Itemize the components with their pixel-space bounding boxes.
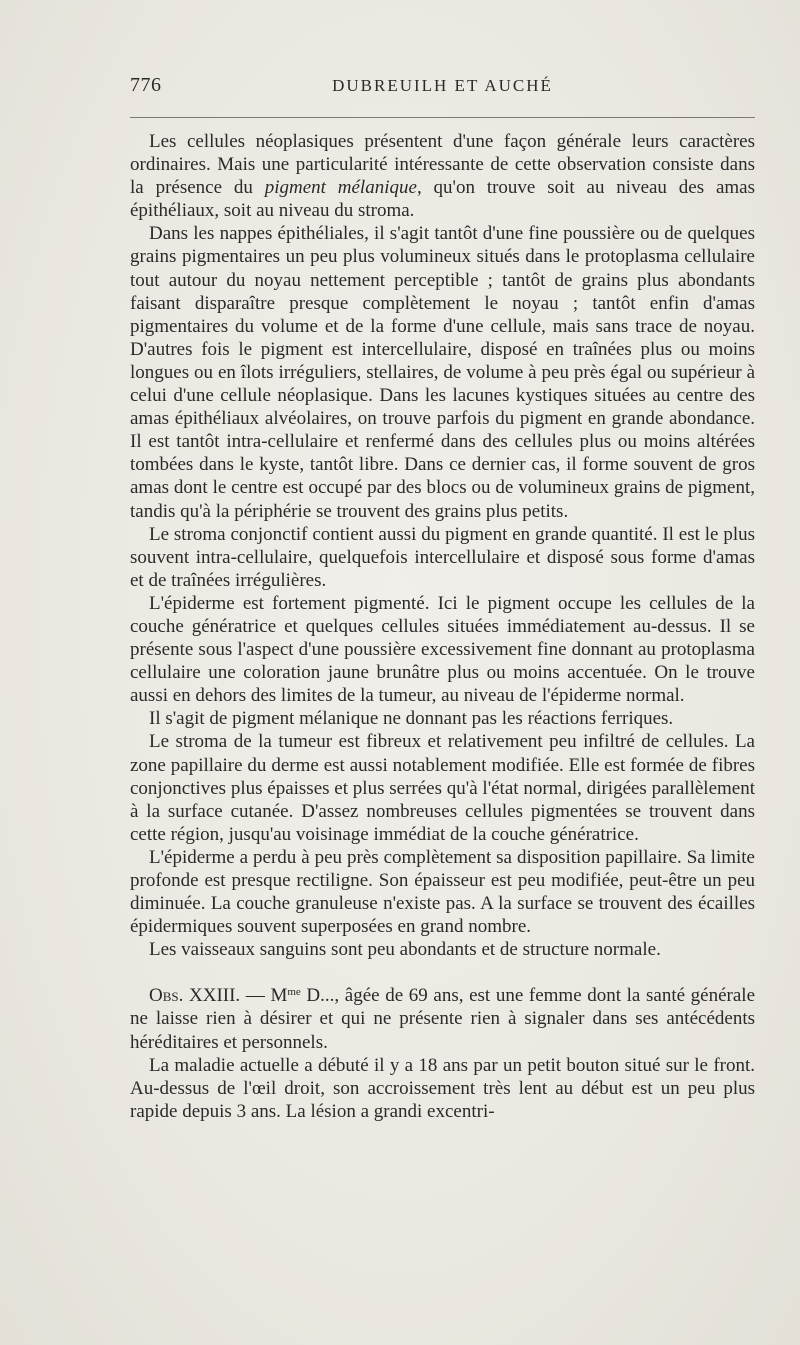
paragraph: Dans les nappes épithéliales, il s'agit tantôt d'une fine poussière ou de quelques grains pigmentaires un peu plus volumineux situés dans le protoplasma cellulaire tout autour du noyau nettement perceptible ; tantôt de grains plus abondants faisant disparaître presque complètement le noyau ; tantôt enfin d'amas pigmentaires du volume et de la forme d'une cellule, mais sans trace de noyau. D'autres fois le pigment est intercellulaire, disposé en traînées plus ou moins longues ou en îlots irréguliers, stellaires, de volume à peu près égal ou supérieur à celui d'une cellule néoplasique. Dans les lacunes kystiques situées au centre des amas épithéliaux alvéolaires, on trouve parfois du pigment en grande abondance. Il est tantôt intra-cellulaire et renfermé dans des cellules plus ou moins altérées tombées dans le kyste, tantôt libre. Dans ce dernier cas, il forme souvent de gros amas dont le centre est occupé par des blocs ou de volumineux grains de pigment, tandis qu'à la périphérie se trouvent des grains plus petits. bbox=[130, 223, 755, 522]
paragraph: L'épiderme est fortement pigmenté. Ici le pigment occupe les cellules de la couche génératrice et quelques cellules situées immédiatement au-dessus. Il se présente sous l'aspect d'une poussière excessivement fine donnant au protoplasma cellulaire une coloration jaune brunâtre plus ou moins accentuée. On le trouve aussi en dehors des limites de la tumeur, au niveau de l'épiderme normal. bbox=[130, 592, 755, 707]
observation-paragraph: Obs. XXIII. — $M^{me}$ D..., âgée de 69 ans, est une femme dont la santé générale ne laisse rien à désirer et qui ne présente rien à signaler dans ses antécédents héréditaires et personnels. bbox=[130, 985, 755, 1053]
header-rule bbox=[130, 117, 755, 118]
paragraph: Les vaisseaux sanguins sont peu abondants et de structure normale. bbox=[149, 939, 661, 961]
paragraph: La maladie actuelle a débuté il y a 18 ans par un petit bouton situé sur le front. Au-dessus de l'œil droit, son accroissement très lent au début est un peu plus rapide depuis 3 ans. La lésion a grandi excentri- bbox=[130, 1054, 755, 1122]
paragraph: Le stroma de la tumeur est fibreux et relativement peu infiltré de cellules. La zone papillaire du derme est aussi notablement modifiée. Elle est formée de fibres conjonctives plus épaisses et plus serrées qu'à l'état normal, dirigées parallèlement à la surface cutanée. D'assez nombreuses cellules pigmentées se trouvent dans cette région, jusqu'au voisinage immédiat de la couche génératrice. bbox=[130, 731, 755, 845]
observation-label: Obs. XXIII. bbox=[149, 985, 241, 1007]
paragraph: Les cellules néoplasiques présentent d'une façon générale leurs caractères ordinaires. Mais une particularité intéressante de cette observation consiste dans la présence du pigment mélanique, qu'on trouve soit au niveau des amas épithéliaux, soit au niveau du stroma. bbox=[130, 131, 756, 222]
page-number: 776 bbox=[130, 74, 162, 96]
title-superscript: me bbox=[287, 986, 301, 999]
body-text bbox=[130, 130, 755, 1123]
emphasis-term: pigment mélanique bbox=[264, 177, 417, 199]
page-header bbox=[130, 74, 755, 104]
paragraph: Il s'agit de pigment mélanique ne donnant pas les réactions ferriques. bbox=[149, 708, 674, 730]
running-head: DUBREUILH ET AUCHÉ bbox=[332, 76, 553, 95]
paragraph: Le stroma conjonctif contient aussi du pigment en grande quantité. Il est le plus souvent intra-cellulaire, quelquefois intercellulaire et disposé sous forme d'amas et de traînées irrégulières. bbox=[130, 523, 755, 591]
paragraph: L'épiderme a perdu à peu près complètement sa disposition papillaire. Sa limite profonde est presque rectiligne. Son épaisseur est peu modifiée, peut-être un peu diminuée. La couche granuleuse n'existe pas. A la surface se trouvent des écailles épidermiques souvent superposées en grand nombre. bbox=[130, 846, 755, 938]
